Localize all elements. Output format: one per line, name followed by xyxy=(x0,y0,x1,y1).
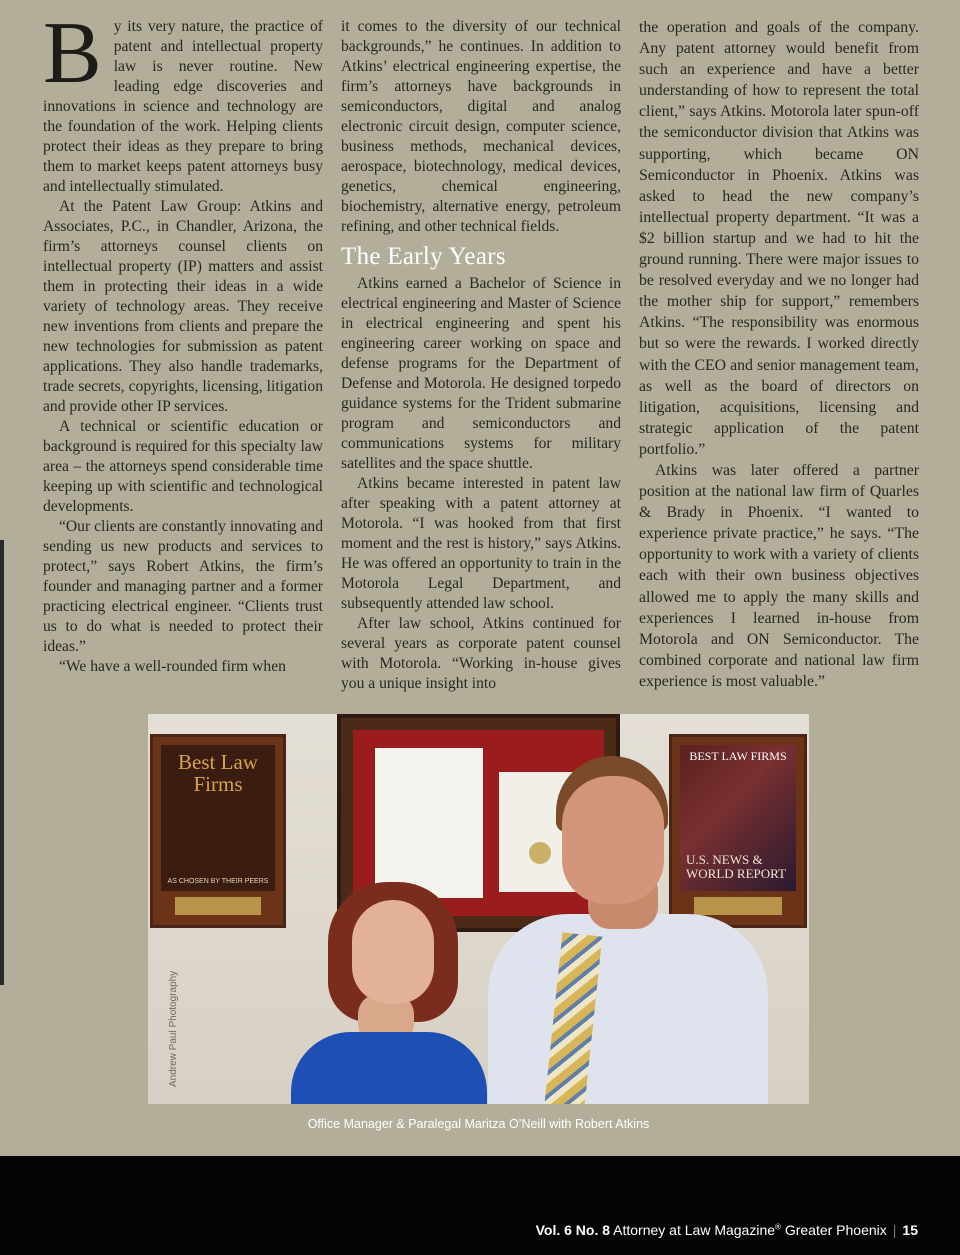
article-paragraph: the operation and goals of the company. Any patent attorney would benefit from such an experience and have a better understanding of how to represent the total client,” says Atkins. Motorola later spun-off the semiconductor division that Atkins was supporting, which became ON Semiconductor in Phoenix. Atkins was asked to head the new company’s intellectual property department. “It was a $2 billion startup and we had to hit the ground running. There were major issues to be resolved everyday and we no longer had the mother ship for support,” remembers Atkins. “The responsibility was enormous but so were the rewards. I worked directly with the CEO and senior management team, as well as the board of directors on litigation, acquisitions, licensing and strategic application of the patent portfolio.” xyxy=(639,19,919,458)
article-photo xyxy=(148,714,809,1104)
article-paragraph: A technical or scientific education or background is required for this specialty law area – the attorneys spend considerable time keeping up with scientific and technological developments. xyxy=(43,418,323,515)
award-plaque-left xyxy=(150,734,286,928)
certificate-document xyxy=(375,748,483,898)
page-footer xyxy=(0,1156,960,1255)
article-paragraph: “Our clients are constantly innovating and sending us new products and services to protect,” says Robert Atkins, the firm’s founder and managing partner and a former practicing electrical engineer. “Clients trust us to do what is needed to protect their ideas.” xyxy=(43,518,323,655)
article-paragraph: At the Patent Law Group: Atkins and Associates, P.C., in Chandler, Arizona, the firm’s attorneys counsel clients on intellectual property (IP) matters and assist them in protecting their ideas in a wide variety of technology areas. They receive new inventions from clients and prepare the new technologies for submission as patent applications. They also handle trademarks, trade secrets, copyrights, licensing, litigation and provide other IP services. xyxy=(43,198,323,415)
article-column-2 xyxy=(341,17,621,694)
magazine-name: Attorney at Law Magazine xyxy=(613,1222,776,1238)
plaque-subtitle: U.S. NEWS & WORLD REPORT xyxy=(686,852,786,881)
award-plaque-right xyxy=(669,734,807,928)
section-heading: The Early Years xyxy=(341,243,506,270)
photo-caption: Office Manager & Paralegal Maritza O’Neill with Robert Atkins xyxy=(307,1117,650,1131)
folio xyxy=(536,1222,918,1238)
article-paragraph: By its very nature, the practice of patent and intellectual property law is never routine. New leading edge discoveries and innovations in science and technology are the foundation of the work. Helping clients protect their ideas as they prepare to bring them to market keeps patent attorneys busy and intellectually stimulated. xyxy=(43,5,323,195)
article-column-1 xyxy=(43,5,323,677)
article-paragraph: it comes to the diversity of our technical backgrounds,” he continues. In addition to Atkins’ electrical engineering expertise, the firm’s attorneys have backgrounds in semiconductors, digital and analog electronic circuit design, computer science, business methods, mechanical devices, aerospace, biotechnology, medical devices, genetics, chemical engineering, biochemistry, alternative energy, petroleum refining, and other technical fields. xyxy=(341,18,621,235)
folio-separator: | xyxy=(892,1222,897,1238)
article-paragraph: After law school, Atkins continued for several years as corporate patent counsel with Motorola. “Working in-house gives you a unique insight into xyxy=(341,615,621,692)
article-paragraph: Atkins became interested in patent law after speaking with a patent attorney at Motorola. “I was hooked from that first moment and the rest is history,” says Atkins. He was offered an opportunity to train in the Motorola Legal Department, and subsequently attended law school. xyxy=(341,475,621,612)
man-figure xyxy=(488,914,768,1104)
article-paragraph: Atkins earned a Bachelor of Science in electrical engineering and Master of Science in electrical engineering and spent his engineering career working on space and defense programs for the Department of Defense and Motorola. He designed torpedo guidance systems for the Trident submarine program and semiconductors and communications systems for military satellites and the space shuttle. xyxy=(341,275,621,472)
seal-icon xyxy=(529,842,551,864)
photo-credit: Andrew Paul Photography xyxy=(168,970,179,1087)
edition-name: Greater Phoenix xyxy=(784,1222,887,1238)
plaque-nameplate xyxy=(694,897,782,915)
plaque-nameplate xyxy=(175,897,261,915)
article-column-3 xyxy=(639,17,919,692)
plaque-title: BEST LAW FIRMS xyxy=(689,749,787,763)
page-edge-bar xyxy=(0,540,4,985)
page-number: 15 xyxy=(902,1222,918,1238)
registered-mark: ® xyxy=(775,1222,781,1232)
plaque-title: Best Law Firms xyxy=(178,750,258,796)
article-paragraph: Atkins was later offered a partner position at the national law firm of Quarles & Brady in Phoenix. “I wanted to experience private practice,” he says. “The opportunity to work with a variety of clients each with their own business objectives allowed me to apply the many skills and experiences I learned in-house from Motorola and ON Semiconductor. The combined corporate and national law firm experience is most valuable.” xyxy=(639,461,919,690)
article-paragraph: “We have a well-rounded firm when xyxy=(59,658,286,675)
issue-number: Vol. 6 No. 8 xyxy=(535,1222,611,1238)
drop-cap: B xyxy=(43,5,102,102)
plaque-subtitle: AS CHOSEN BY THEIR PEERS xyxy=(167,878,269,885)
